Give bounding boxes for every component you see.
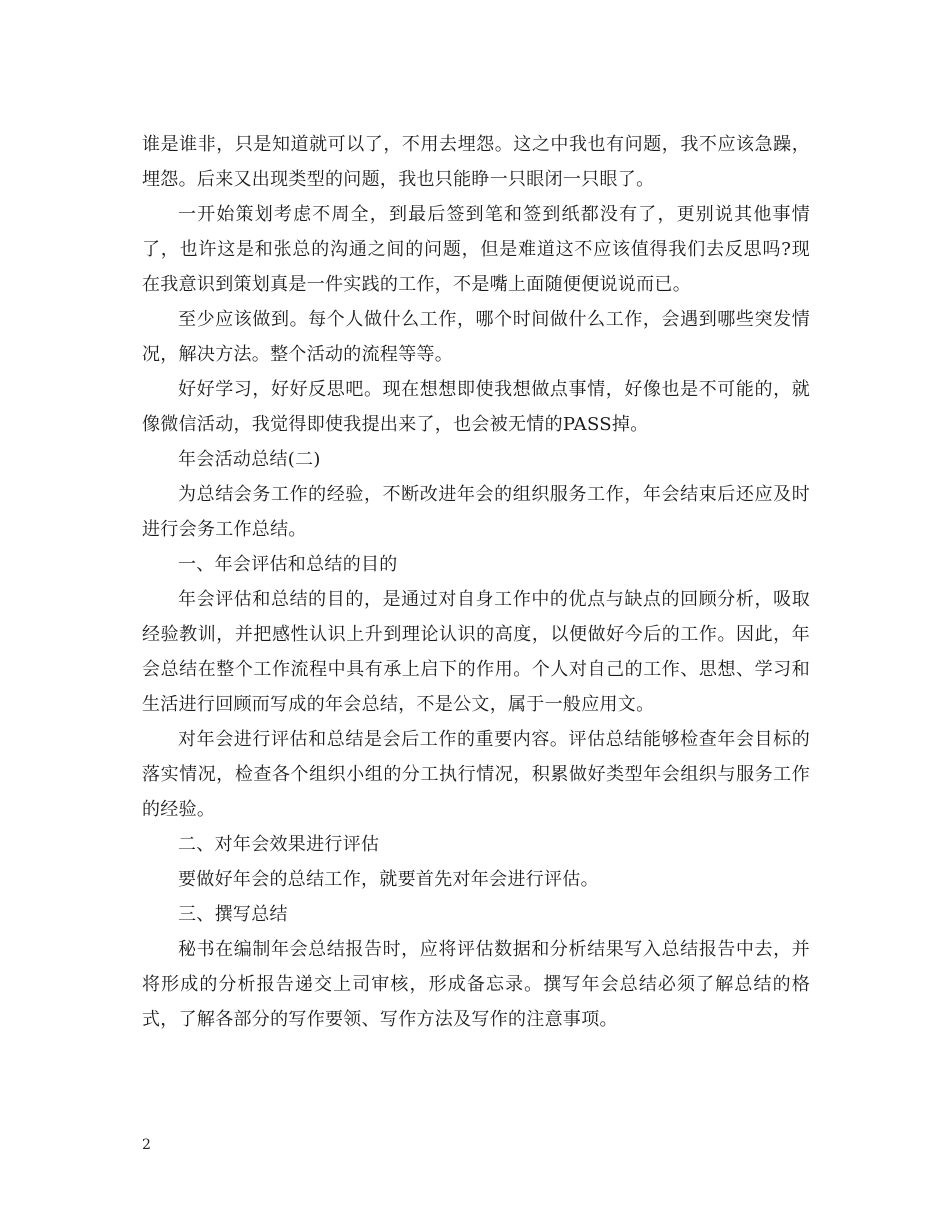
page-number: 2 (142, 1137, 151, 1153)
paragraph-9: 对年会进行评估和总结是会后工作的重要内容。评估总结能够检查年会目标的落实情况，检查各个组织小组的分工执行情况，积累做好类型年会组织与服务工作的经验。 (142, 729, 810, 820)
document-body (142, 127, 810, 1037)
paragraph-1: 谁是谁非，只是知道就可以了，不用去埋怨。这之中我也有问题，我不应该急躁，埋怨。后来又出现类型的问题，我也只能睁一只眼闭一只眼了。 (142, 134, 810, 190)
heading-2-evaluation: 二、对年会效果进行评估 (178, 834, 380, 855)
paragraph-11: 要做好年会的总结工作，就要首先对年会进行评估。 (178, 869, 599, 890)
paragraph-8: 年会评估和总结的目的，是通过对自身工作中的优点与缺点的回顾分析，吸取经验教训，并把感性认识上升到理论认识的高度，以便做好今后的工作。因此，年会总结在整个工作流程中具有承上启下的作用。个人对自己的工作、思想、学习和生活进行回顾而写成的年会总结，不是公文，属于一般应用文。 (142, 589, 810, 715)
paragraph-6: 为总结会务工作的经验，不断改进年会的组织服务工作，年会结束后还应及时进行会务工作总结。 (142, 484, 810, 540)
paragraph-3: 至少应该做到。每个人做什么工作，哪个时间做什么工作，会遇到哪些突发情况，解决方法。整个活动的流程等等。 (142, 309, 810, 365)
paragraph-4: 好好学习，好好反思吧。现在想想即使我想做点事情，好像也是不可能的，就像微信活动，我觉得即使我提出来了，也会被无情的PASS掉。 (142, 379, 810, 435)
heading-3-writing-summary: 三、撰写总结 (178, 904, 288, 925)
paragraph-2: 一开始策划考虑不周全，到最后签到笔和签到纸都没有了，更别说其他事情了，也许这是和张总的沟通之间的问题，但是难道这不应该值得我们去反思吗?现在我意识到策划真是一件实践的工作，不是嘴上面随便便说说而已。 (142, 204, 810, 295)
heading-1-purpose: 一、年会评估和总结的目的 (178, 554, 398, 575)
section-title-annual-meeting-summary-2: 年会活动总结(二) (178, 449, 321, 470)
paragraph-13: 秘书在编制年会总结报告时，应将评估数据和分析结果写入总结报告中去，并将形成的分析报告递交上司审核，形成备忘录。撰写年会总结必须了解总结的格式，了解各部分的写作要领、写作方法及写作的注意事项。 (142, 939, 810, 1030)
